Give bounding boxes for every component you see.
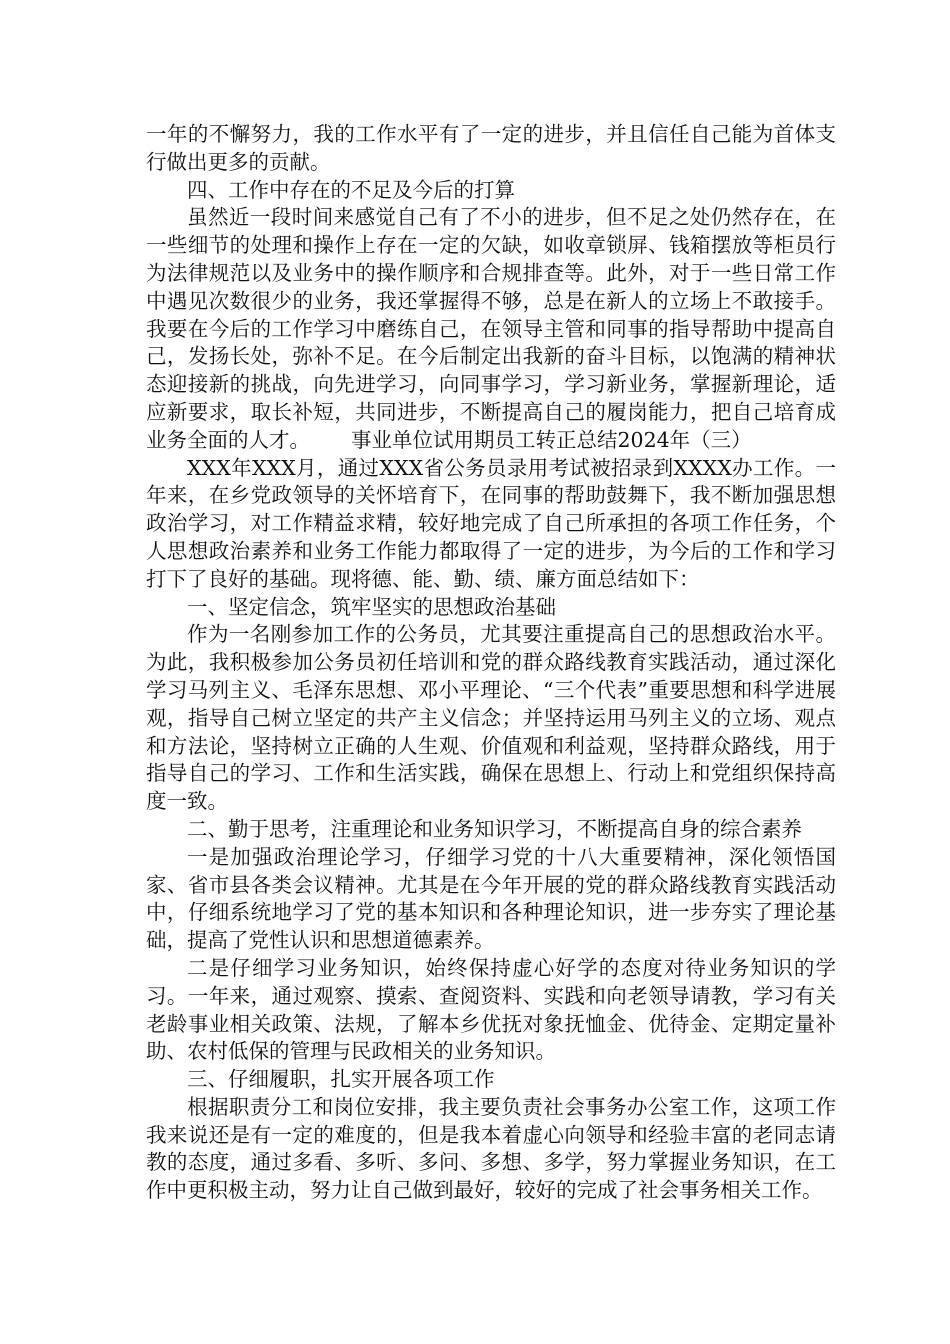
paragraph-political-study: 作为一名刚参加工作的公务员，尤其要注重提高自己的思想政治水平。为此，我积极参加公务员初任培训和党的群众路线教育实践活动，通过深化学习马列主义、毛泽东思想、邓小平理论、“三个代表”重要思想和科学进展观，指导自己树立坚定的共产主义信念；并坚持运用马列主义的立场、观点和方法论，坚持树立正确的人生观、价值观和利益观，坚持群众路线，用于指导自己的学习、工作和生活实践，确保在思想上、行动上和党组织保持高度一致。 <box>146 622 836 814</box>
document-title-part-three: 事业单位试用期员工转正总结2024年（三） <box>351 427 752 452</box>
paragraph-business-study: 二是仔细学习业务知识，始终保持虚心好学的态度对待业务知识的学习。一年来，通过观察、摸索、查阅资料、实践和向老领导请教，学习有关老龄事业相关政策、法规，了解本乡优抚对象抚恤金、优待金、定期定量补助、农村低保的管理与民政相关的业务知识。 <box>146 955 836 1064</box>
paragraph-continued-intro: 一年的不懈努力，我的工作水平有了一定的进步，并且信任自己能为首体支行做出更多的贡献。 <box>146 122 836 174</box>
paragraph-duties: 根据职责分工和岗位安排，我主要负责社会事务办公室工作，这项工作我来说还是有一定的难度的，但是我本着虚心向领导和经验丰富的老同志请教的态度，通过多看、多听、多问、多想、多学，努力掌握业务知识，在工作中更积极主动，努力让自己做到最好，较好的完成了社会事务相关工作。 <box>146 1094 836 1203</box>
section-heading-belief: 一、坚定信念，筑牢坚实的思想政治基础 <box>187 594 556 619</box>
section-heading-thinking: 二、勤于思考，注重理论和业务知识学习，不断提高自身的综合素养 <box>187 816 802 841</box>
paragraph-shortcomings <box>146 204 836 454</box>
paragraph-intro-recruitment: XXX年XXX月，通过XXX省公务员录用考试被招录到XXXX办工作。一年来，在乡党政领导的关怀培育下，在同事的帮助鼓舞下，我不断加强思想政治学习，对工作精益求精，较好地完成了自己所承担的各项工作任务，个人思想政治素养和业务工作能力都取得了一定的进步，为今后的工作和学习打下了良好的基础。现将德、能、勤、绩、廉方面总结如下： <box>146 455 836 591</box>
paragraph-shortcomings-text: 虽然近一段时间来感觉自己有了不小的进步，但不足之处仍然存在，在一些细节的处理和操作上存在一定的欠缺，如收章锁屏、钱箱摆放等柜员行为法律规范以及业务中的操作顺序和合规排查等。此外，对于一些日常工作中遇见次数很少的业务，我还掌握得不够，总是在新人的立场上不敢接手。我要在今后的工作学习中磨练自己，在领导主管和同事的指导帮助中提高自己，发扬长处，弥补不足。在今后制定出我新的奋斗目标，以饱满的精神状态迎接新的挑战，向先进学习，向同事学习，学习新业务，掌握新理论，适应新要求，取长补短，共同进步，不断提高自己的履岗能力，把自己培育成业务全面的人才。 <box>146 205 836 452</box>
section-heading-duties: 三、仔细履职，扎实开展各项工作 <box>187 1067 495 1092</box>
document-body <box>146 121 836 1205</box>
section-heading-shortcomings: 四、工作中存在的不足及今后的打算 <box>187 177 515 202</box>
paragraph-theory-study: 一是加强政治理论学习，仔细学习党的十八大重要精神，深化领悟国家、省市县各类会议精神。尤其是在今年开展的党的群众路线教育实践活动中，仔细系统地学习了党的基本知识和各种理论知识，进一步夯实了理论基础，提高了党性认识和思想道德素养。 <box>146 844 836 953</box>
